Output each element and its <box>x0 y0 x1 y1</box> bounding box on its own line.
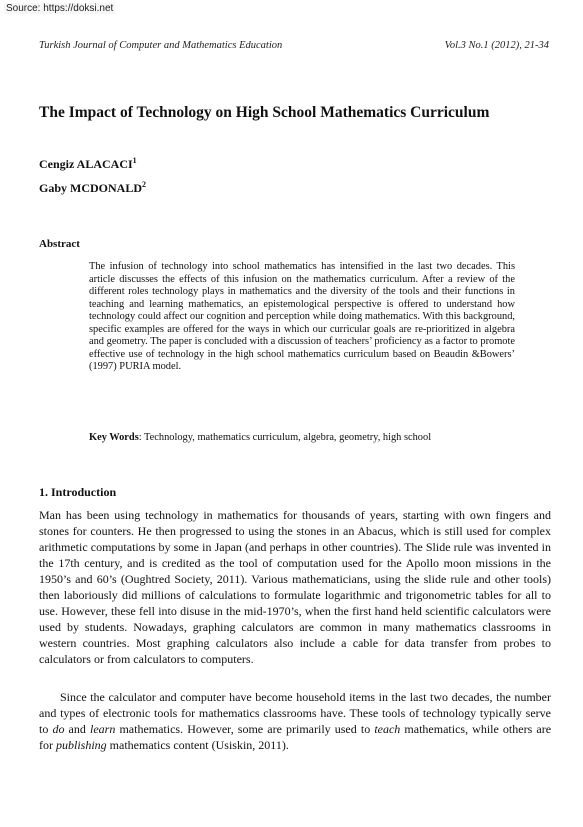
text-run: and <box>64 722 90 736</box>
emphasis-learn: learn <box>90 722 116 736</box>
emphasis-publishing: publishing <box>56 738 107 752</box>
author-name: Gaby MCDONALD <box>39 181 143 195</box>
intro-paragraph-1: Man has been using technology in mathematics for thousands of years, starting with own fingers and stones for counters. He then progressed to using the stones in an Abacus, which is still used for complex arithmetic computations by some in Japan (and perhaps in other countries). The Slide rule was invented in the 17th century, and is credited as the tool of computation used for the Apollo moon missions in the 1950’s and 60’s (Oughtred Society, 2011). Various mathematicians, using the slide rule and other tools) then laboriously did millions of calculations to formulate logarithmic and trigonometric tables for all to use. However, these fell into disuse in the mid-1970’s, when the first hand held scientific calculators were used by students. Nowadays, graphing calculators are common in many mathematics classrooms in western countries. Most graphing calculators also include a cable for data transfer from probes to calculators or from calculators to computers. <box>39 508 551 666</box>
section-heading: 1. Introduction <box>39 485 117 499</box>
author-2 <box>39 180 146 196</box>
author-1 <box>39 156 137 172</box>
keywords-text: : Technology, mathematics curriculum, algebra, geometry, high school <box>138 432 432 443</box>
source-label: Source: https://doksi.net <box>6 3 114 14</box>
author-name: Cengiz ALACACI <box>39 157 133 171</box>
running-header <box>39 40 549 51</box>
text-run: mathematics, while others are for <box>39 722 552 752</box>
author-affiliation-mark: 1 <box>132 156 137 165</box>
intro-paragraph-2 <box>39 689 551 753</box>
text-run: Since the calculator and computer have become household items in the last two decades, the number and types of electronic tools for mathematics classrooms have. These tools of technology typically serve to <box>39 690 551 736</box>
text-run: mathematics. However, some are primarily used to <box>115 722 375 736</box>
abstract-text: The infusion of technology into school mathematics has intensified in the last two decades. This article discusses the effects of this infusion on the mathematics curriculum. After a review of the different roles technology plays in mathematics and the diversity of the tools and their functions in teaching and learning mathematics, an epistemological perspective is offered to understand how technology could affect our cognition and perception while doing mathematics. With this background, specific examples are offered for the ways in which our curricular goals are re-prioritized in algebra and geometry. The paper is concluded with a discussion of teachers’ proficiency as a factor to promote effective use of technology in the high school mathematics curriculum based on Beaudin &Bowers’ (1997) PURIA model. <box>89 261 515 372</box>
emphasis-do: do <box>52 722 65 736</box>
keywords <box>89 432 529 443</box>
author-affiliation-mark: 2 <box>142 180 147 189</box>
paper-title: The Impact of Technology on High School Mathematics Curriculum <box>39 104 490 121</box>
abstract-heading: Abstract <box>39 238 80 250</box>
volume-info: Vol.3 No.1 (2012), 21-34 <box>444 40 549 51</box>
keywords-label: Key Words <box>89 432 139 443</box>
journal-name: Turkish Journal of Computer and Mathematics Education <box>39 40 283 51</box>
emphasis-teach: teach <box>374 722 401 736</box>
text-run: mathematics content (Usiskin, 2011). <box>106 738 289 752</box>
